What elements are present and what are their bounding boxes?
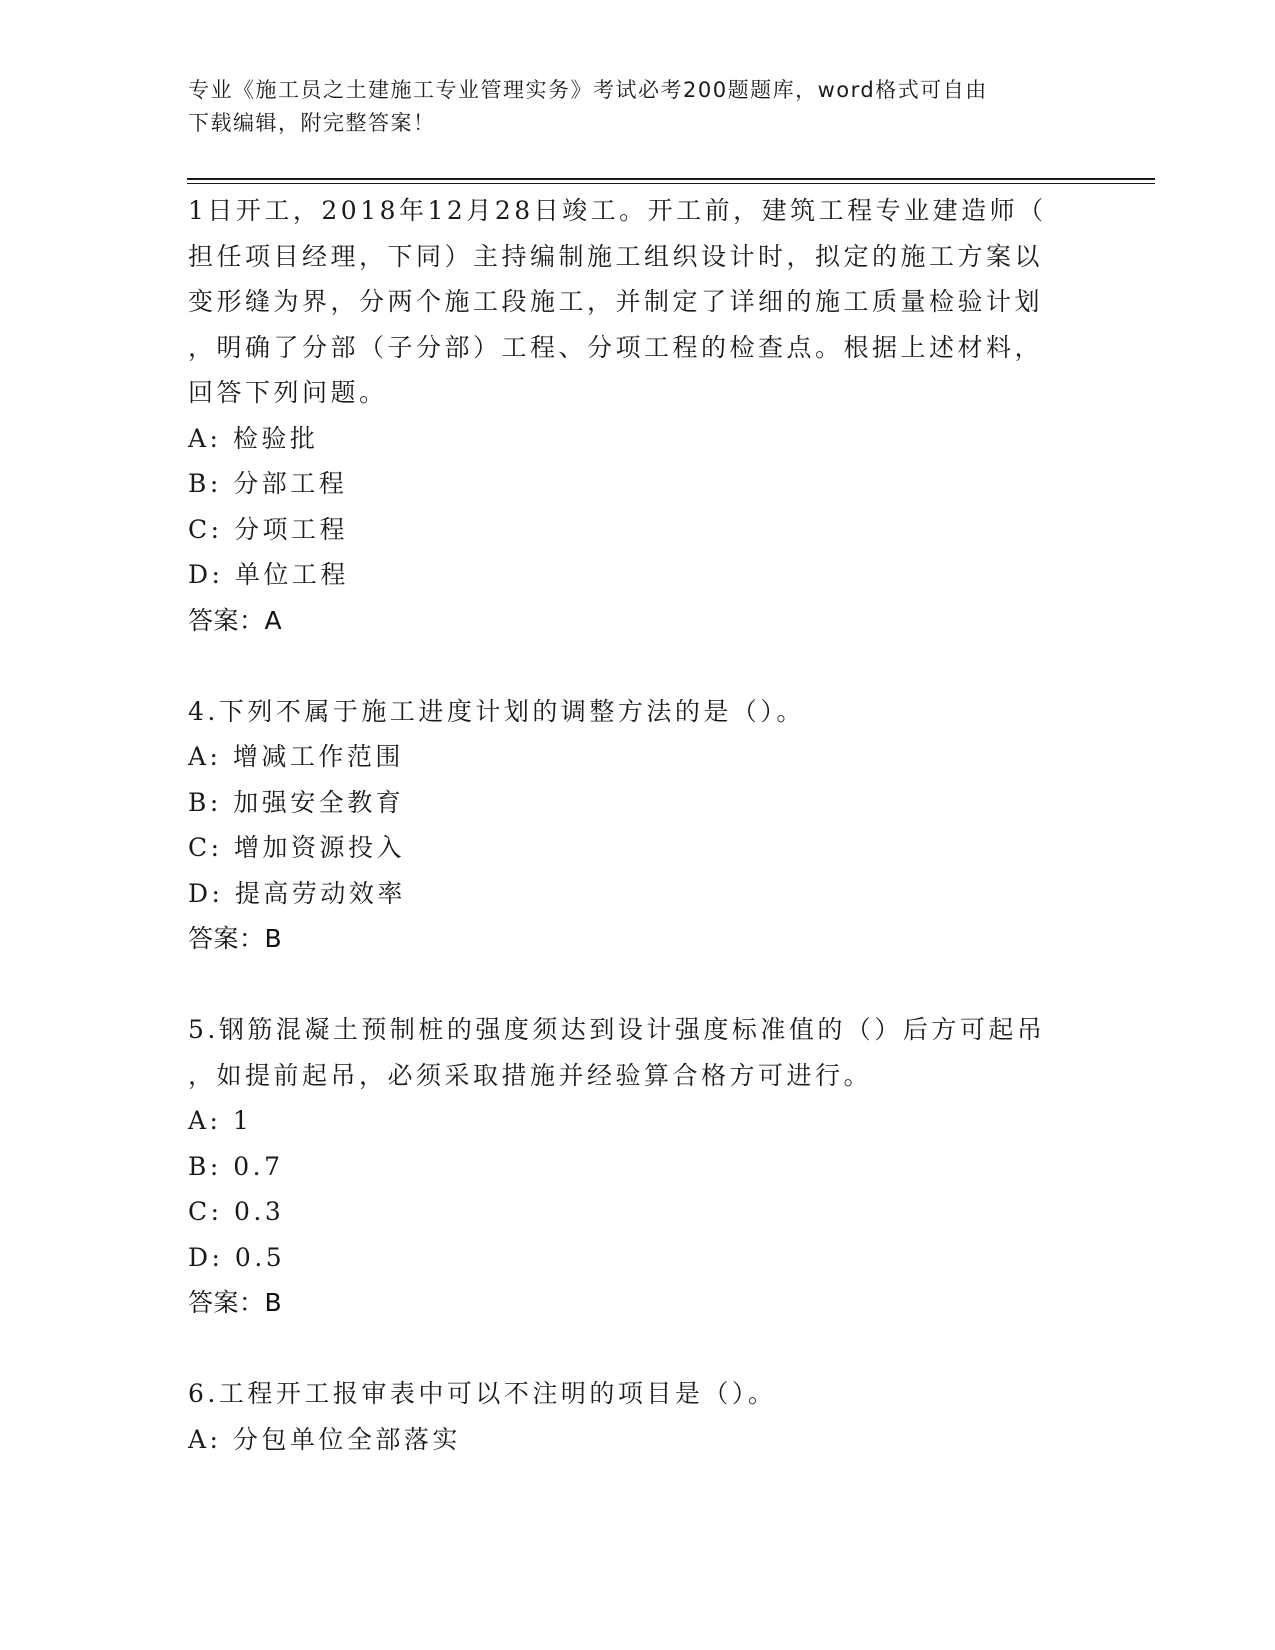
option-a: A: 分包单位全部落实 xyxy=(188,1424,461,1454)
question-5 xyxy=(188,1007,1068,1326)
option-d: D: 提高劳动效率 xyxy=(188,878,406,908)
option-d: D: 0.5 xyxy=(188,1242,286,1272)
option-c: C: 增加资源投入 xyxy=(188,833,405,862)
answer-label: 答案：B xyxy=(188,1288,283,1317)
document-header xyxy=(188,74,1068,140)
spacer xyxy=(188,962,1068,1008)
option-b: B: 加强安全教育 xyxy=(188,787,405,817)
question-text-line: ，明确了分部（子分部）工程、分项工程的检查点。根据上述材料， xyxy=(188,332,1044,362)
option-c: C: 0.3 xyxy=(188,1197,285,1226)
document-body xyxy=(188,188,1068,1462)
question-text-line: 变形缝为界，分两个施工段施工，并制定了详细的施工质量检验计划 xyxy=(188,287,1044,316)
header-rule-thick xyxy=(187,178,1155,180)
header-line-2: 下载编辑，附完整答案！ xyxy=(188,111,436,135)
question-text-line: 1日开工，2018年12月28日竣工。开工前，建筑工程专业建造师（ xyxy=(188,196,1047,225)
question-3 xyxy=(188,188,1068,643)
option-a: A: 1 xyxy=(188,1106,253,1135)
question-4 xyxy=(188,689,1068,962)
question-text-line: 担任项目经理，下同）主持编制施工组织设计时，拟定的施工方案以 xyxy=(188,241,1044,271)
answer-label: 答案：A xyxy=(188,605,283,635)
question-text-line: 5.钢筋混凝土预制桩的强度须达到设计强度标准值的（）后方可起吊 xyxy=(188,1015,1046,1044)
answer-label: 答案：B xyxy=(188,924,283,953)
option-a: A: 增减工作范围 xyxy=(188,742,404,771)
spacer xyxy=(188,1326,1068,1372)
question-text-line: 4.下列不属于施工进度计划的调整方法的是（）。 xyxy=(188,696,805,726)
question-text-line: 回答下列问题。 xyxy=(188,378,388,407)
header-rule-thin xyxy=(187,183,1155,184)
header-line-1: 专业《施工员之土建施工专业管理实务》考试必考200题题库，word格式可自由 xyxy=(188,78,988,102)
option-a: A: 检验批 xyxy=(188,423,319,453)
option-b: B: 分部工程 xyxy=(188,469,348,498)
question-6 xyxy=(188,1371,1068,1462)
option-b: B: 0.7 xyxy=(188,1151,284,1181)
option-c: C: 分项工程 xyxy=(188,514,348,544)
question-text-line: ，如提前起吊，必须采取措施并经验算合格方可进行。 xyxy=(188,1060,873,1090)
question-text-line: 6.工程开工报审表中可以不注明的项目是（）。 xyxy=(188,1379,777,1408)
option-d: D: 单位工程 xyxy=(188,560,349,589)
spacer xyxy=(188,643,1068,689)
